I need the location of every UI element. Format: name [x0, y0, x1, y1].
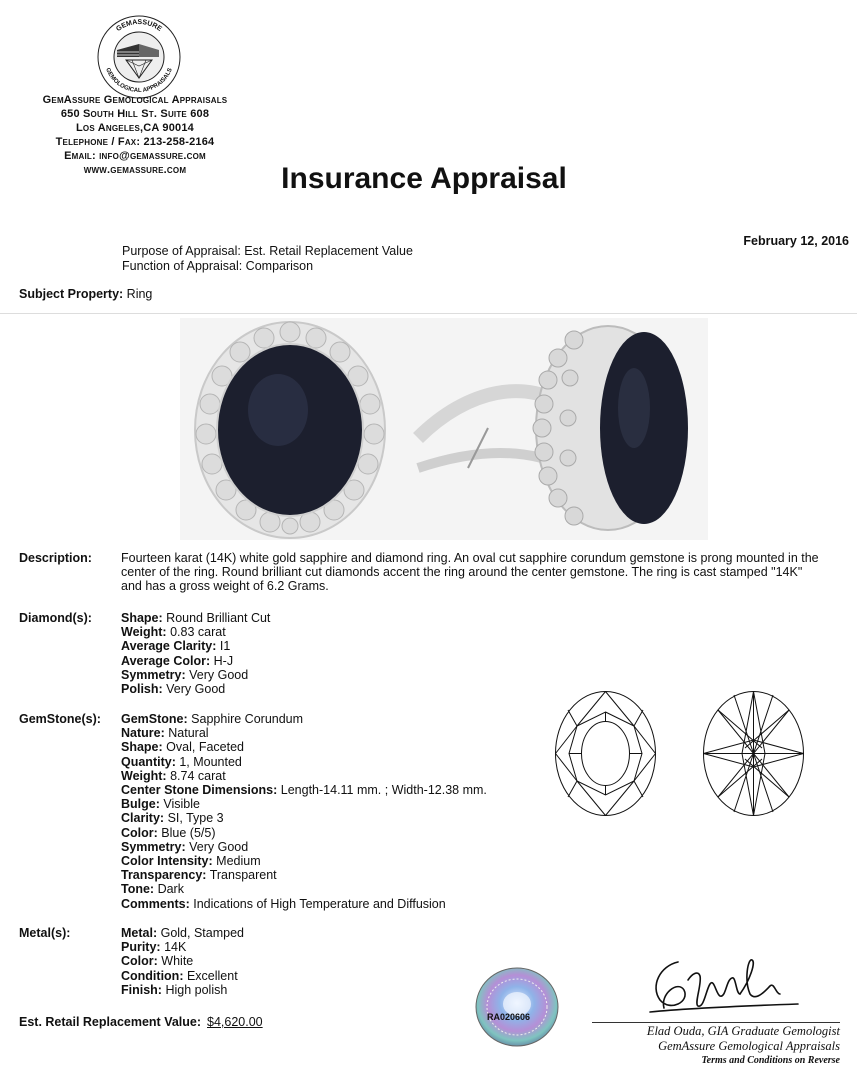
field-row: Center Stone Dimensions: Length-14.11 mm. ; Width-12.38 mm. [121, 783, 487, 798]
field-row: Shape: Oval, Faceted [121, 740, 244, 755]
field-row: Bulge: Visible [121, 797, 200, 812]
field-row: Nature: Natural [121, 726, 209, 741]
signature-mark [640, 950, 800, 1020]
function-line: Function of Appraisal: Comparison [122, 259, 314, 273]
subject-label: Subject Property: [19, 287, 124, 301]
diamonds-fields [121, 611, 270, 696]
field-row: Color: White [121, 954, 194, 969]
svg-text:GEMOLOGICAL APPRAISALS: GEMOLOGICAL APPRAISALS [104, 67, 174, 95]
field-row: Comments: Indications of High Temperature and Diffusion [121, 896, 446, 911]
purpose-line: Purpose of Appraisal: Est. Retail Replacement Value [122, 244, 413, 258]
ring-side-photo [408, 318, 708, 540]
value-amount: $4,620.00 [207, 1015, 263, 1029]
hologram-seal-icon [474, 966, 560, 1048]
divider [0, 313, 857, 314]
oval-crown-diagram-icon [554, 690, 657, 817]
ring-front-photo [180, 318, 408, 540]
company-address-2: Los Angeles,CA 90014 [76, 122, 194, 134]
field-row: Color: Blue (5/5) [121, 825, 216, 840]
field-row: GemStone: Sapphire Corundum [121, 712, 304, 726]
field-row: Symmetry: Very Good [121, 839, 249, 854]
gemstone-fields [121, 712, 487, 911]
field-row: Polish: Very Good [121, 682, 226, 697]
signature-line [592, 1022, 840, 1023]
metal-label: Metal(s): [19, 926, 71, 940]
description-text: Fourteen karat (14K) white gold sapphire and diamond ring. An oval cut sapphire corundum gemstone is prong mounted in the center of the ring. Round brilliant cut diamonds accent the ring around the center gemstone. The ring is cast stamped "14K" and has a gross weight of 6.2 Grams. [121, 551, 819, 594]
field-row: Average Color: H-J [121, 653, 234, 668]
page-title: Insurance Appraisal [281, 162, 567, 195]
description-label: Description: [19, 551, 92, 565]
company-logo-icon [96, 14, 182, 100]
appraiser-company: GemAssure Gemological Appraisals [658, 1039, 840, 1053]
company-name: GemAssure Gemological Appraisals [42, 94, 228, 106]
field-row: Transparency: Transparent [121, 868, 277, 883]
field-row: Clarity: SI, Type 3 [121, 811, 224, 826]
company-phone: Telephone / Fax: 213-258-2164 [55, 136, 215, 148]
company-email: Email: info@gemassure.com [64, 150, 206, 162]
svg-text:GEMASSURE: GEMASSURE [115, 18, 163, 34]
diamonds-label: Diamond(s): [19, 611, 92, 625]
field-row: Shape: Round Brilliant Cut [121, 611, 271, 625]
field-row: Purity: 14K [121, 940, 187, 955]
oval-pavilion-diagram-icon [702, 690, 805, 817]
value-label: Est. Retail Replacement Value: [19, 1015, 202, 1029]
field-row: Finish: High polish [121, 982, 228, 997]
field-row: Condition: Excellent [121, 968, 238, 983]
purpose-block [122, 244, 413, 274]
seal-code: RA020606 [487, 1012, 531, 1022]
subject-value: Ring [126, 287, 153, 301]
field-row: Quantity: 1, Mounted [121, 754, 242, 769]
subject-property [19, 287, 152, 301]
appraisal-date: February 12, 2016 [743, 234, 849, 248]
gemstones-label: GemStone(s): [19, 712, 101, 726]
terms-note: Terms and Conditions on Reverse [701, 1055, 840, 1066]
field-row: Tone: Dark [121, 882, 184, 897]
field-row: Color Intensity: Medium [121, 854, 261, 869]
company-address-1: 650 South Hill St. Suite 608 [60, 108, 210, 120]
field-row: Metal: Gold, Stamped [121, 926, 244, 940]
field-row: Weight: 8.74 carat [121, 768, 226, 783]
field-row: Symmetry: Very Good [121, 667, 249, 682]
appraiser-name: Elad Ouda, GIA Graduate Gemologist [646, 1024, 840, 1038]
estimated-value [19, 1015, 263, 1029]
field-row: Weight: 0.83 carat [121, 625, 226, 640]
company-website: www.gemassure.com [83, 164, 187, 176]
field-row: Average Clarity: I1 [121, 639, 231, 654]
metal-fields [121, 926, 244, 997]
